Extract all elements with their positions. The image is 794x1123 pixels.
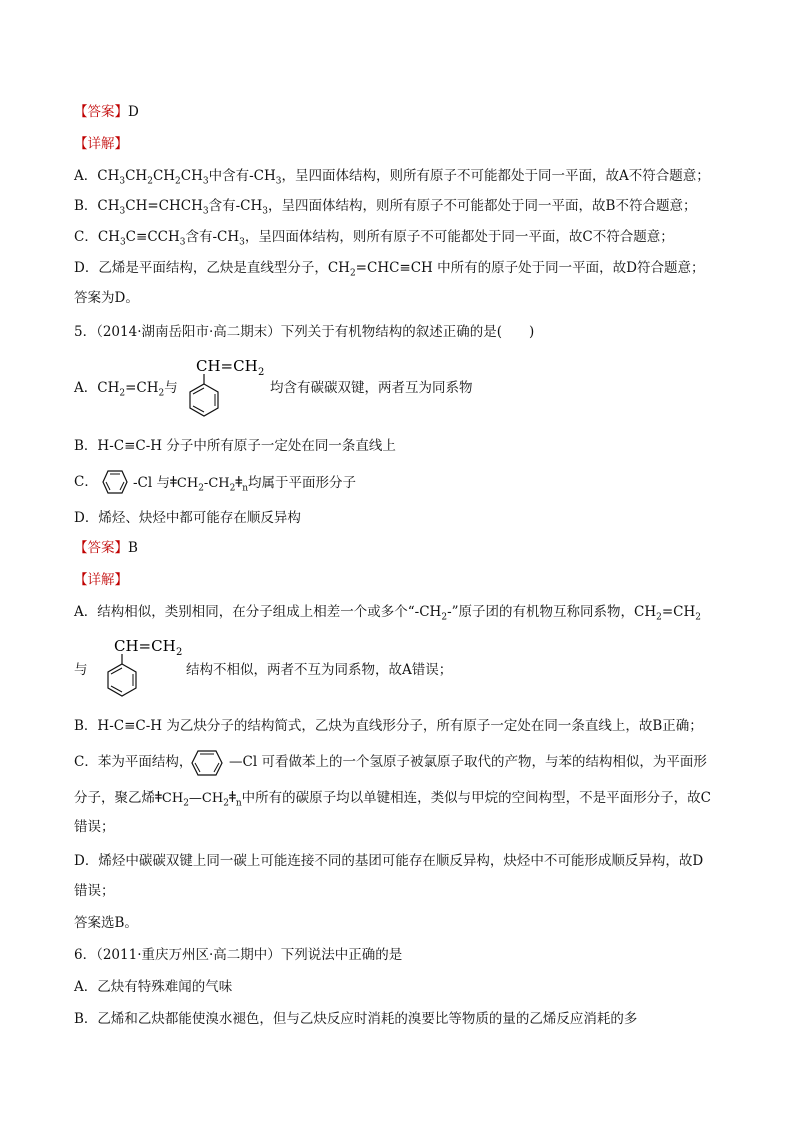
explain-a1 — [74, 602, 701, 622]
subscript: 2 — [695, 612, 702, 623]
styrene-structure — [168, 354, 278, 418]
subscript: 3 — [202, 206, 209, 217]
polymer-bracket-close: ǂ — [235, 473, 243, 491]
text: C≡CCH — [125, 229, 180, 245]
vinyl-subscript: 2 — [258, 367, 265, 378]
subscript: 2 — [175, 176, 181, 187]
detail-tag-4: 【详解】 — [74, 136, 128, 152]
vinyl-subscript: 2 — [176, 647, 183, 658]
subscript: 3 — [119, 237, 126, 248]
explain-c3: 错误； — [74, 819, 115, 835]
chlorobenzene-icon-2 — [188, 746, 228, 780]
polymer-bracket-open: ǂ — [170, 473, 177, 491]
text: 含有-CH — [185, 229, 240, 245]
subscript: 2 — [223, 798, 229, 809]
question-5-stem: 5．（2014·湖南岳阳市·高二期末）下列关于有机物结构的叙述正确的是( ) — [74, 324, 535, 340]
subscript: 3 — [239, 237, 245, 248]
polymer-bracket-close: ǂ — [228, 788, 236, 806]
answer-tag: 【答案】 — [74, 104, 128, 120]
explain-a2: 结构不相似，两者不互为同系物，故A错误； — [186, 662, 453, 678]
text: CH — [152, 168, 176, 184]
text: A．CH — [74, 380, 120, 396]
answer-value: B — [128, 540, 138, 556]
explain-c1: C．苯为平面结构， — [74, 754, 193, 770]
subscript: 2 — [198, 483, 204, 494]
detail-line-c — [74, 227, 674, 247]
text: C．CH — [74, 229, 120, 245]
vinyl-label: CH=CH — [114, 637, 176, 655]
subscript: 3 — [262, 206, 269, 217]
detail-tag-5: 【详解】 — [74, 572, 128, 588]
text: CH — [161, 791, 184, 806]
text: A．结构相似，类别相同，在分子组成上相差一个或多个“-CH — [74, 604, 442, 620]
option-5c — [74, 472, 98, 492]
answer-value: D — [128, 104, 139, 120]
explain-c2 — [74, 787, 711, 809]
subscript: 3 — [202, 176, 209, 187]
text: D．乙烯是平面结构，乙炔是直线型分子，CH — [74, 260, 350, 276]
subscript: 2 — [119, 388, 126, 399]
text: CH=CHCH — [125, 198, 203, 214]
text: 中所有的碳原子均以单键相连，类似与甲烷的空间构型，不是平面形分子，故C — [241, 790, 711, 806]
subscript: 2 — [349, 268, 356, 279]
subscript: 2 — [656, 612, 662, 623]
text: -”原子团的有机物互称同系物，CH — [447, 604, 657, 620]
subscript: 2 — [229, 483, 236, 494]
explain-c1-tail: —Cl 可看做苯上的一个氢原子被氯原子取代的产物，与苯的结构相似，为平面形 — [229, 754, 707, 770]
text: =CHC≡CH 中所有的原子处于同一平面，故D符合题意； — [355, 260, 705, 276]
option-5b: B．H-C≡C-H 分子中所有原子一定处在同一条直线上 — [74, 438, 396, 454]
answer-line-4 — [74, 102, 139, 122]
text: A．CH — [74, 168, 120, 184]
subscript: 3 — [275, 176, 282, 187]
option-5c-tail — [133, 472, 356, 494]
subscript: 3 — [119, 176, 126, 187]
vinyl-label: CH=CH — [196, 357, 258, 375]
text: ，呈四面体结构，则所有原子不可能都处于同一平面，故B不符合题意； — [268, 198, 697, 214]
text: 分子，聚乙烯 — [74, 790, 155, 806]
subscript: 2 — [183, 798, 189, 809]
subscript: 2 — [441, 612, 448, 623]
option-6a: A．乙炔有特殊难闻的气味 — [74, 979, 233, 995]
option-6b: B．乙烯和乙炔都能使溴水褪色，但与乙炔反应时消耗的溴要比等物质的量的乙烯反应消耗的多 — [74, 1011, 638, 1027]
text: ，呈四面体结构，则所有原子不可能都处于同一平面，故C不符合题意； — [244, 229, 674, 245]
detail-line-b — [74, 196, 696, 216]
option-5d: D．烯烃、炔烃中都可能存在顺反异构 — [74, 510, 301, 526]
text: CH — [180, 168, 203, 184]
text: 与 — [164, 380, 178, 396]
option-5a-tail: 均含有碳碳双键，两者互为同系物 — [270, 380, 473, 396]
polymer-bracket-open: ǂ — [155, 788, 162, 806]
text: —CH — [188, 791, 224, 806]
text: CH — [176, 476, 199, 491]
subscript-n: n — [242, 483, 249, 494]
explain-d2: 错误； — [74, 883, 115, 899]
chlorobenzene-icon — [95, 467, 131, 497]
answer-tag: 【答案】 — [74, 540, 128, 556]
option-5a — [74, 378, 178, 398]
text: CH — [125, 168, 148, 184]
text: 含有-CH — [208, 198, 263, 214]
explain-a2-yu: 与 — [74, 662, 88, 678]
text: -CH — [203, 476, 230, 491]
detail-line-a — [74, 166, 710, 186]
subscript-n: n — [235, 798, 242, 809]
text: B．CH — [74, 198, 120, 214]
detail-line-d — [74, 258, 704, 278]
conclusion-5: 答案选B。 — [74, 915, 138, 931]
conclusion-4: 答案为D。 — [74, 290, 139, 306]
text: C． — [74, 474, 98, 490]
explain-d1: D．烯烃中碳碳双键上同一碳上可能连接不同的基团可能存在顺反异构，炔烃中不可能形成顺反异构，故D — [74, 853, 704, 869]
text: -Cl 与 — [133, 475, 170, 491]
text: ，呈四面体结构，则所有原子不可能都处于同一平面，故A不符合题意； — [281, 168, 710, 184]
styrene-structure-2 — [86, 634, 196, 698]
subscript: 3 — [179, 237, 186, 248]
answer-line-5 — [74, 538, 138, 558]
question-6-stem: 6．（2011·重庆万州区·高二期中）下列说法中正确的是 — [74, 947, 403, 963]
subscript: 2 — [147, 176, 153, 187]
text: 中含有-CH — [208, 168, 276, 184]
text: =CH — [125, 380, 159, 396]
text: =CH — [661, 604, 696, 620]
text: 均属于平面形分子 — [248, 475, 357, 491]
subscript: 3 — [119, 206, 126, 217]
explain-b: B．H-C≡C-H 为乙炔分子的结构简式，乙炔为直线形分子，所有原子一定处在同一条直线上，故B正确； — [74, 718, 703, 734]
subscript: 2 — [158, 388, 165, 399]
